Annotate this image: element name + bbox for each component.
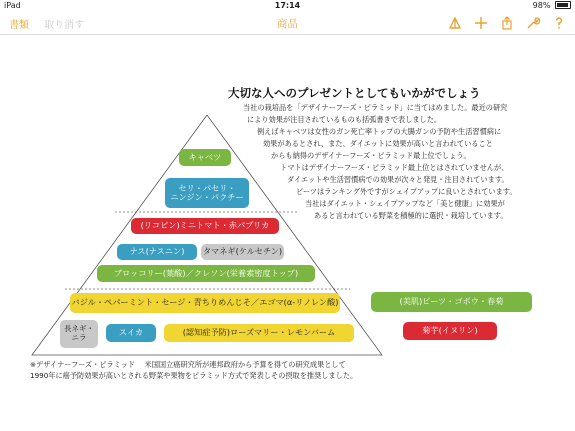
footnote [30,359,357,381]
pyramid-item-watermelon[interactable]: スイカ [106,324,156,342]
extra-item-kikuimo[interactable]: 菊芋(イヌリン) [403,322,497,340]
undo-button[interactable]: 取り消す [44,20,85,31]
pyramid-item-negi-line2: ニラ [71,333,87,342]
body-line-9: 当社はダイエット・シェイプアップなど「美と健康」に効果が [305,199,505,208]
pyramid-item-eggplant[interactable]: ナス(ナスニン) [117,244,197,260]
documents-button[interactable]: 書類 [9,20,29,31]
body-line-8: ビーツはランキング外ですがシェイプアップに良いとされています。 [296,187,517,196]
pyramid-item-rosemary[interactable]: (認知症予防)ローズマリー・レモンバーム [164,324,354,342]
pyramid-item-negi[interactable] [60,320,98,348]
body-line-2: により効果が注目されているものも括弧書きで表しました。 [247,115,442,124]
pyramid-item-celery-line2: ニンジン・パクチー [170,192,244,202]
pyramid-item-tomato[interactable]: (リコピン)ミニトマト・赤パプリカ [131,218,279,234]
promo-title: 大切な人へのプレゼントとしてもいかがでしょう [228,86,481,100]
device-label: iPad [4,1,21,10]
body-line-10: あると言われている野菜を積極的に選択・栽培しています。 [314,211,508,220]
pyramid-item-broccoli[interactable]: ブロッコリー(葉酸)／クレソン(栄養素密度トップ) [97,265,315,282]
document-title: 商品 [277,18,298,30]
clock: 17:14 [274,1,301,10]
body-line-7: ダイエットや生活習慣病での効果が次々と発見・注目されています。 [287,175,509,184]
body-line-1: 当社の栽培品を「デザイナーフーズ・ピラミッド」に当てはめました。最近の研究 [243,103,508,112]
pyramid-item-cabbage[interactable]: キャベツ [179,149,231,166]
body-line-3: 例えばキャベツは女性のガン死亡率トップの大腸ガンの予防や生活習慣病に [257,127,502,136]
body-line-4: 効果があるとされ、また、ダイエットに効果が高いと言われていること [263,139,493,148]
pyramid-item-basil[interactable]: バジル・ペパーミント・セージ・青ちりめんじそ／エゴマ(α-リノレン酸) [70,293,340,313]
footnote-line-2: 1990年に癌予防効果が高いとされる野菜や果物をピラミッド方式で発表しその摂取を推奨しました。 [30,371,358,380]
pyramid-item-celery[interactable] [165,178,249,208]
pyramid-item-negi-line1: 長ネギ・ [64,324,94,334]
extra-item-beets[interactable]: (美肌)ビーツ・ゴボウ・春菊 [371,292,532,312]
battery-percent: 98% [532,1,551,10]
body-line-6: トマトはデザイナーフーズ・ピラミッド最上位とはされていませんが、 [280,163,509,172]
footnote-line-1: ※デザイナーフーズ・ピラミッド 米国国立癌研究所が連邦政府から予算を得ての研究成果として [30,360,346,369]
pyramid-item-onion[interactable]: タマネギ(ケルセチン) [201,244,284,260]
body-line-5: からも納得のデザイナーフーズ・ピラミッド最上位でしょう。 [271,151,471,160]
pyramid-item-celery-line1: セリ・パセリ・ [178,182,236,193]
